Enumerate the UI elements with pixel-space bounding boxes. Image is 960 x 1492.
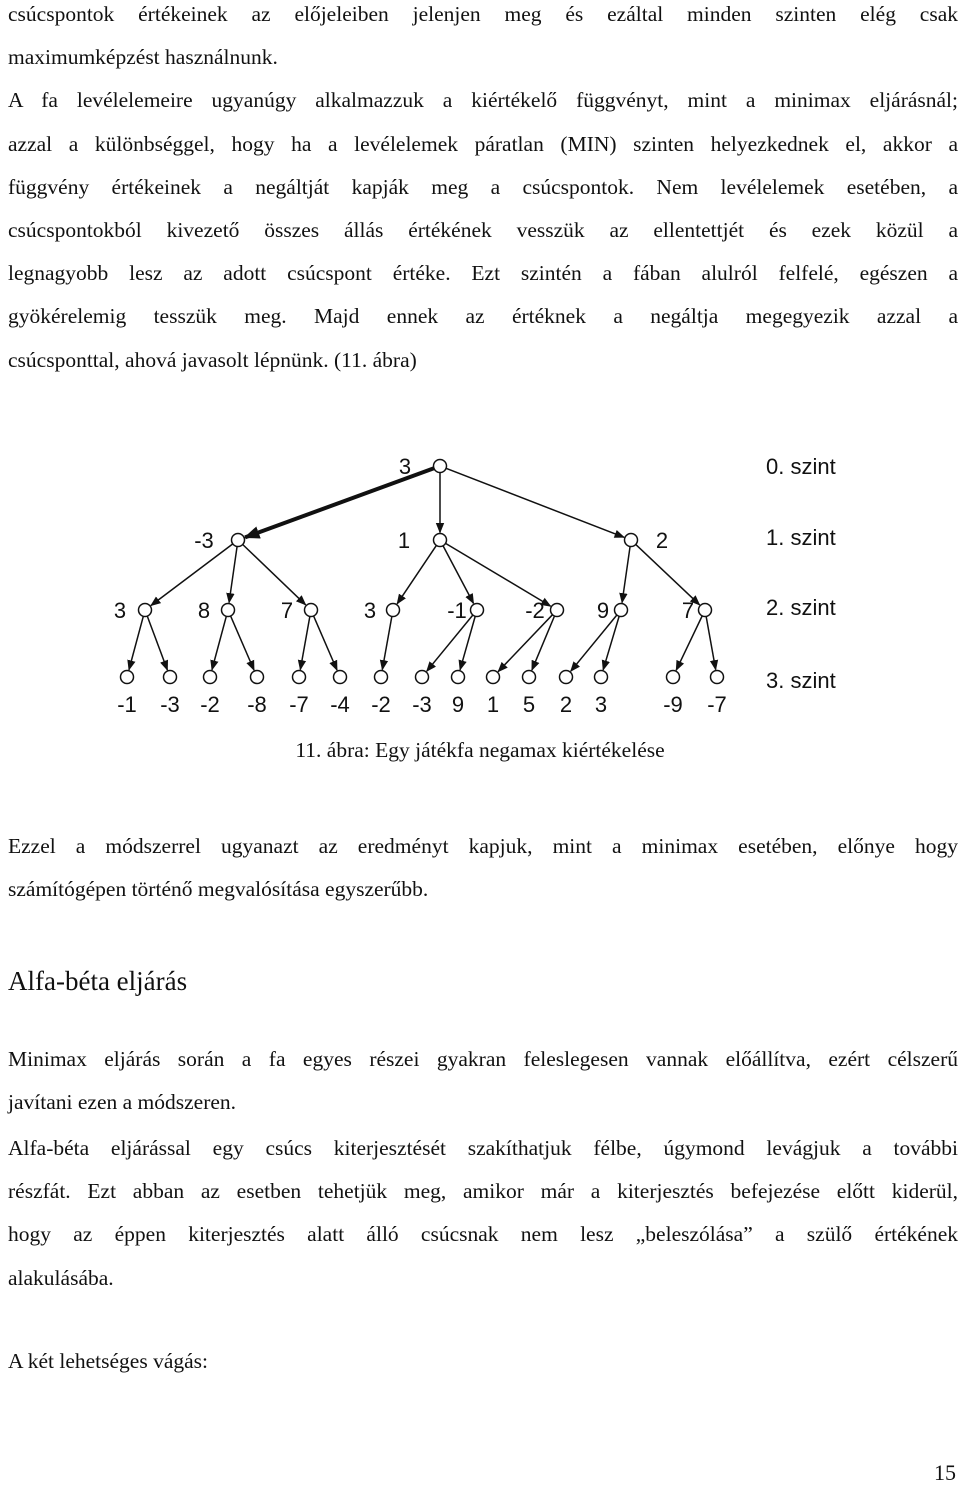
level2-node-circle (471, 604, 484, 617)
text-line: csúcsponttal, ahová javasolt lépnünk. (11. ábra) (8, 347, 417, 372)
leaf-node-circle (251, 671, 264, 684)
tree-edge (151, 544, 233, 606)
leaf-node-circle (375, 671, 388, 684)
leaf-node-circle (487, 671, 500, 684)
text-line: csúcspontokból kivezető összes állás értékének vesszük az ellentettjét és ezek közül a (8, 217, 958, 242)
tree-edge (622, 546, 630, 602)
tree-edge (571, 615, 617, 671)
level1-value: 2 (655, 528, 669, 553)
text-line: alakulásába. (8, 1265, 114, 1290)
level-label: 1. szint (766, 525, 836, 550)
text-line: csúcspontok értékeinek az előjeleiben jelenjen meg és ezáltal minden szinten elég csak (8, 2, 958, 26)
leaf-value: 2 (559, 692, 573, 717)
level2-value: -2 (525, 598, 545, 623)
leaf-node-circle (595, 671, 608, 684)
section-heading: Alfa-béta eljárás (8, 966, 188, 996)
figure-caption: 11. ábra: Egy játékfa negamax kiértékelése (295, 738, 665, 762)
tree-edge (382, 616, 392, 669)
leaf-value: -7 (707, 692, 727, 717)
leaf-node-circle (204, 671, 217, 684)
leaf-value: -2 (200, 692, 220, 717)
leaf-value: 3 (594, 692, 608, 717)
text-line: gyökérelemig tesszük meg. Majd ennek az értéknek a negáltja megegyezik azzal a (8, 304, 958, 329)
text-line: javítani ezen a módszeren. (8, 1090, 237, 1115)
paragraph-alfabeta-2 (8, 1127, 958, 1300)
leaf-node-circle (667, 671, 680, 684)
tree-edge (706, 616, 716, 669)
level-label: 3. szint (766, 668, 836, 693)
leaf-node-circle (416, 671, 429, 684)
text-line: részfát. Ezt abban az esetben tehetjük meg, amikor már a kiterjesztés befejezése előtt kiderül, (8, 1179, 958, 1204)
tree-edge (446, 543, 551, 606)
leaf-node-circle (452, 671, 465, 684)
leaf-node-circle (164, 671, 177, 684)
level2-node-circle (305, 604, 318, 617)
tree-edge (603, 616, 619, 670)
game-tree-diagram (0, 430, 960, 730)
text-line: legnagyobb lesz az adott csúcspont értéke. Ezt szintén a fában alulról felfelé, egészen a (8, 261, 958, 286)
root-value: 3 (398, 454, 412, 479)
tree-edge (229, 546, 237, 602)
level2-value: 7 (280, 598, 294, 623)
leaf-node-circle (560, 671, 573, 684)
tree-edge (212, 616, 226, 669)
tree-edge (676, 616, 702, 670)
text-line: hogy az éppen kiterjesztés alatt álló csúcsnak nem lesz „beleszólása” a szülő értékének (8, 1222, 958, 1247)
tree-edge (231, 616, 254, 670)
game-tree-figure (0, 430, 960, 770)
text-line: azzal a különbséggel, hogy ha a levélelemek páratlan (MIN) szinten helyezkednek el, akkor a (8, 131, 958, 156)
tree-edge (243, 544, 306, 604)
leaf-node-circle (121, 671, 134, 684)
leaf-value: 5 (522, 692, 536, 717)
tree-edge (460, 616, 475, 670)
level2-node-circle (222, 604, 235, 617)
tree-edge (147, 616, 167, 670)
tree-edge (314, 616, 337, 670)
paragraph-result (8, 825, 958, 911)
tree-edge (300, 616, 310, 669)
text-line: A két lehetséges vágás: (8, 1349, 209, 1373)
text-line: A fa levélelemeire ugyanúgy alkalmazzuk a kiértékelő függvényt, mint a minimax eljárásnál; (8, 88, 958, 113)
level1-node-circle (434, 534, 447, 547)
level2-value: 7 (681, 598, 695, 623)
leaf-node-circle (523, 671, 536, 684)
level2-value: 9 (596, 598, 610, 623)
root-node-circle (434, 460, 447, 473)
tree-edge (443, 546, 473, 604)
level1-node-circle (625, 534, 638, 547)
leaf-value: 1 (486, 692, 500, 717)
tree-edge (446, 468, 624, 537)
leaf-value: 9 (451, 692, 465, 717)
level2-node-circle (699, 604, 712, 617)
leaf-value: -1 (117, 692, 137, 717)
level1-value: 1 (397, 528, 411, 553)
level2-node-circle (615, 604, 628, 617)
text-line: számítógépen történő megvalósítása egyszerűbb. (8, 877, 429, 902)
text-line: Alfa-béta eljárással egy csúcs kiterjesztését szakíthatjuk félbe, úgymond levágjuk a további (8, 1136, 958, 1160)
level2-value: 3 (113, 598, 127, 623)
leaf-value: -3 (160, 692, 180, 717)
level1-node-circle (232, 534, 245, 547)
leaf-value: -8 (247, 692, 267, 717)
text-line: maximumképzést használnunk. (8, 45, 278, 70)
page-number: 15 (934, 1460, 956, 1485)
paragraph-intro (8, 0, 958, 382)
level2-value: 8 (197, 598, 211, 623)
level2-node-circle (139, 604, 152, 617)
level-label: 2. szint (766, 595, 836, 620)
tree-edge (397, 545, 436, 603)
level-label: 0. szint (766, 454, 836, 479)
leaf-value: -4 (330, 692, 350, 717)
level2-value: -1 (447, 598, 467, 623)
tree-edge (636, 544, 700, 604)
level2-value: 3 (363, 598, 377, 623)
leaf-node-circle (334, 671, 347, 684)
text-line: függvény értékeinek a negáltját kapják meg a csúcspontok. Nem levélelemek esetében, a (8, 174, 958, 199)
leaf-value: -9 (663, 692, 683, 717)
tree-edge (129, 616, 143, 669)
tree-edge (498, 615, 552, 672)
level2-node-circle (551, 604, 564, 617)
paragraph-cuts (8, 1340, 958, 1383)
leaf-node-circle (293, 671, 306, 684)
tree-edge (427, 615, 473, 671)
level1-value: -3 (194, 528, 214, 553)
leaf-value: -7 (289, 692, 309, 717)
leaf-node-circle (711, 671, 724, 684)
level2-node-circle (387, 604, 400, 617)
paragraph-alfabeta-1 (8, 1038, 958, 1124)
leaf-value: -2 (371, 692, 391, 717)
leaf-value: -3 (412, 692, 432, 717)
text-line: Ezzel a módszerrel ugyanazt az eredményt kapjuk, mint a minimax esetében, előnye hogy (8, 834, 958, 858)
text-line: Minimax eljárás során a fa egyes részei gyakran feleslegesen vannak előállítva, ezért célszerű (8, 1047, 958, 1071)
